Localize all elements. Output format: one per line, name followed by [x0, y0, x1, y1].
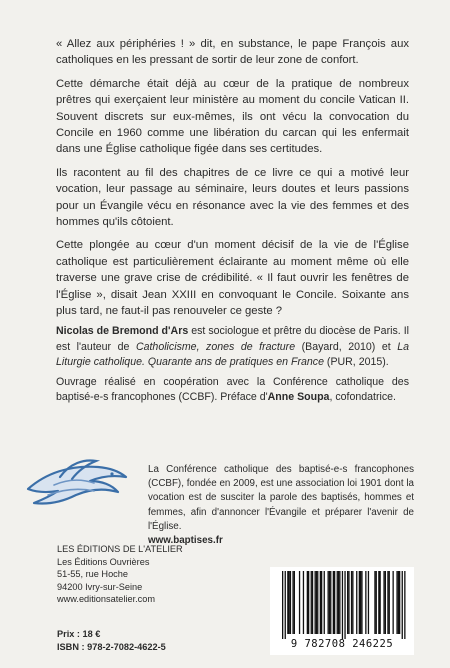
barcode-bar [374, 571, 375, 634]
barcode-bar [352, 571, 353, 634]
barcode-bar [294, 571, 295, 634]
barcode-bar [290, 571, 291, 634]
barcode-bar [342, 571, 343, 639]
price-label: Prix : 18 € [57, 629, 101, 639]
barcode-bar [359, 571, 360, 634]
barcode-bar [347, 571, 348, 634]
barcode-bar [328, 571, 329, 634]
barcode-bar [333, 571, 334, 634]
barcode-bar [389, 571, 390, 634]
barcode-bar [312, 571, 313, 634]
barcode-bar [376, 571, 377, 634]
barcode-bar [387, 571, 388, 634]
barcode-bar [398, 571, 399, 634]
publisher-imprint: Les Éditions Ouvrières [57, 556, 150, 567]
barcode-bar [393, 571, 394, 634]
barcode-bar [404, 571, 405, 639]
isbn-label: ISBN : 978-2-7082-4622-5 [57, 641, 166, 652]
barcode-bar [380, 571, 381, 634]
barcode-bar [321, 571, 322, 634]
author-bio [56, 324, 409, 371]
author-section [56, 324, 409, 410]
barcode-bar [330, 571, 331, 634]
barcode-bar [348, 571, 349, 634]
barcode-bar [299, 571, 300, 634]
barcode-bar [378, 571, 379, 634]
blurb-paragraph-1: « Allez aux périphéries ! » dit, en substance, le pape François aux catholiques en les pressant de sortir de leur zone de confort. [56, 38, 409, 67]
barcode-bar [289, 571, 290, 634]
barcode-bars-icon [270, 567, 414, 639]
barcode-bar [383, 571, 384, 634]
publisher-street: 51-55, rue Hoche [57, 569, 128, 580]
barcode-bar [303, 571, 304, 634]
barcode-bar [320, 571, 321, 634]
author-bio-text-2: (Bayard, 2010) et [295, 340, 398, 353]
blurb-paragraph-2: Cette démarche était déjà au cœur de la pratique de nombreux prêtres qui exerçaient leur ministère au moment du concile Vatican II. Souvent discrets sur eux-mêmes, ils ont vécu la convocation du Concile en 1960 comme une libération du carcan qui les enfermait dans une Église catholique figée dans ses certitudes. [56, 77, 409, 156]
blurb-paragraph-3: Ils racontent au fil des chapitres de ce livre ce qui a motivé leur vocation, leur passage au séminaire, leurs doutes et leurs passions pour un Évangile vécu en résonance avec la vie des femmes et des hommes qu'ils côtoient. [56, 166, 409, 229]
barcode-bar [337, 571, 338, 634]
association-description [148, 463, 414, 548]
barcode-bar [285, 571, 286, 639]
barcode-bar [356, 571, 357, 634]
publisher-name: LES ÉDITIONS DE L'ATELIER [57, 544, 183, 554]
association-text: La Conférence catholique des baptisé-e-s francophones (CCBF), fondée en 2009, est une association loi 1901 dont la vocation est de susciter la parole des baptisés, hommes et femmes, afin d'annoncer l'Évangile et préparer l'avenir de l'Église. [148, 464, 414, 532]
cooperation-note [56, 375, 409, 406]
barcode-bar [338, 571, 339, 634]
publisher-address [57, 543, 277, 606]
ccbf-dove-logo-icon [24, 455, 130, 515]
barcode-bar [361, 571, 362, 634]
barcode-digits: 9 782708 246225 [290, 638, 394, 650]
barcode-bar [365, 571, 366, 634]
barcode-bar [317, 571, 318, 634]
author-book-2: La Liturgie catholique. Quarante ans de pratiques en France [56, 340, 409, 368]
barcode-bar [282, 571, 283, 639]
barcode-bar [385, 571, 386, 634]
barcode-bar [351, 571, 352, 634]
barcode-bar [307, 571, 308, 634]
blurb [56, 36, 409, 327]
author-book-1: Catholicisme, zones de fracture [135, 340, 296, 353]
barcode-bar [292, 571, 293, 634]
cooperation-text-1: Ouvrage réalisé en coopération avec la Conférence catholique des baptisé-e-s francophones (CCBF). Préface d' [56, 375, 409, 403]
barcode-bar [324, 571, 325, 634]
barcode-bar [316, 571, 317, 634]
price-isbn-block [57, 628, 277, 653]
barcode-bar [360, 571, 361, 634]
barcode-bar [329, 571, 330, 634]
barcode-bar [315, 571, 316, 634]
barcode-bar [334, 571, 335, 634]
barcode-bar [311, 571, 312, 634]
publisher-website-link[interactable]: www.editionsatelier.com [57, 594, 156, 605]
blurb-paragraph-4: Cette plongée au cœur d'un moment décisif de la vie de l'Église catholique est particulièrement éclairante au moment même où elle traverse une grave crise de crédibilité. « Il faut ouvrir les fenêtres de l'Église », disait Jean XXIII en convoquant le Concile. Soixante ans plus tard, ne faut-il pas renouveler ce geste ? [56, 239, 409, 318]
barcode-bar [399, 571, 400, 634]
cooperation-text-2: , cofondatrice. [329, 391, 396, 403]
author-bio-text-3: (PUR, 2015). [323, 356, 389, 368]
association-website-link[interactable]: www.baptises.fr [148, 535, 223, 547]
barcode-bar [396, 571, 397, 634]
author-bio-text-1: est sociologue et prêtre du diocèse de Paris. Il est l'auteur de [56, 325, 409, 353]
publisher-city: 94200 Ivry-sur-Seine [57, 581, 143, 592]
barcode-bar [308, 571, 309, 634]
preface-author: Anne Soupa [267, 391, 330, 403]
barcode-bar [368, 571, 369, 634]
author-name: Nicolas de Bremond d'Ars [56, 325, 189, 337]
barcode-bar [344, 571, 345, 639]
barcode-bar [402, 571, 403, 639]
barcode [270, 567, 414, 655]
barcode-bar [287, 571, 288, 634]
barcode-bar [339, 571, 340, 634]
